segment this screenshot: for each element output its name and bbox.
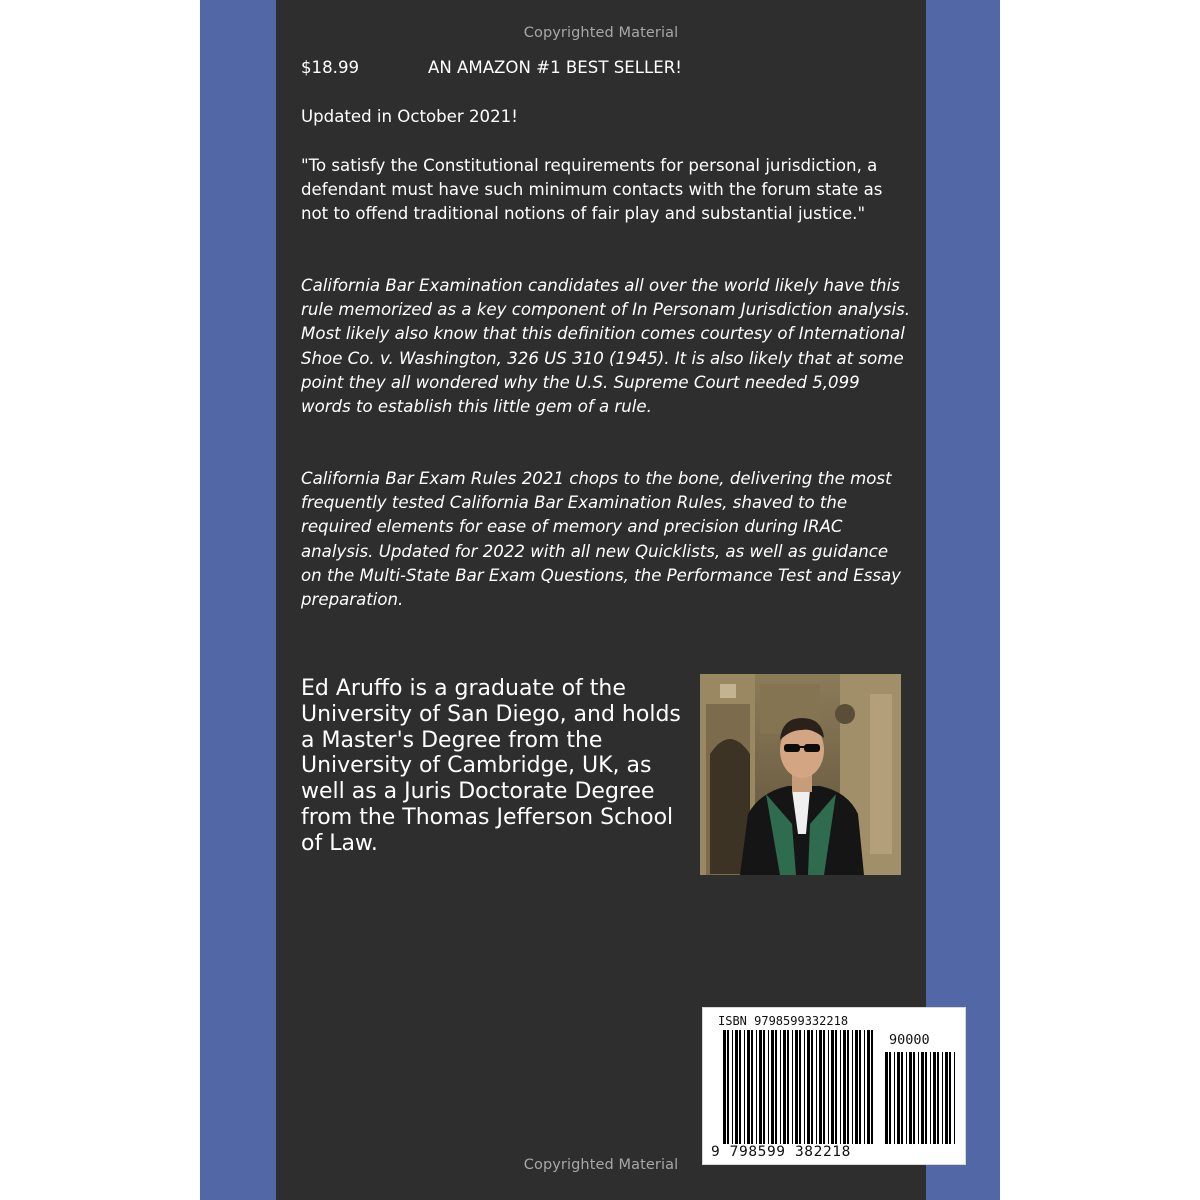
barcode-bar [763, 1030, 765, 1144]
barcode-bar [799, 1030, 801, 1144]
barcode-bar [864, 1030, 865, 1144]
watermark-top: Copyrighted Material [523, 25, 679, 41]
barcode-bar [871, 1030, 873, 1144]
left-margin [0, 0, 200, 1200]
right-margin [1000, 0, 1200, 1200]
barcode-bar [901, 1052, 903, 1144]
barcode-bar [921, 1052, 924, 1144]
barcode-bar [925, 1052, 927, 1144]
barcode-bar [885, 1052, 888, 1144]
book-back-cover [276, 0, 930, 1200]
barcode-bar [739, 1030, 741, 1144]
barcode-bar [751, 1030, 753, 1144]
barcode-bar [855, 1030, 858, 1144]
isbn-label: ISBN 9798599332218 [718, 1014, 849, 1028]
author-photo [700, 674, 901, 875]
barcode-bar [949, 1052, 951, 1144]
barcode-bar [744, 1030, 745, 1144]
barcode-bar [759, 1030, 762, 1144]
description-paragraph-2: California Bar Exam Rules 2021 chops to the bone, delivering the most frequently tested California Bar Examination Rules, shaved to the required elements for ease of memory and precision during IRAC analysis. Updated for 2022 with all new Quicklists, as well as guidance on the Multi-State Bar Exam Questions, the Performance Test and Essay preparation. [301, 469, 901, 610]
author-bio: Ed Aruffo is a graduate of the University of San Diego, and holds a Master's Degree from the University of Cambridge, UK, as well as a Juris Doctorate Degree from the Thomas Jefferson School of Law. [301, 676, 681, 856]
barcode-bar [756, 1030, 757, 1144]
bestseller-tagline: AN AMAZON #1 BEST SELLER! [428, 58, 682, 77]
barcode-bar [775, 1030, 777, 1144]
barcode-bar [771, 1030, 774, 1144]
ean-digits: 9 798599 382218 [711, 1144, 851, 1160]
barcode-bar [811, 1030, 813, 1144]
barcode-bar [867, 1030, 870, 1144]
barcode-bar [783, 1030, 786, 1144]
barcode-bar [727, 1030, 729, 1144]
updated-note: Updated in October 2021! [301, 107, 518, 126]
barcode-bar [933, 1052, 936, 1144]
barcode-bar [852, 1030, 853, 1144]
left-blue-band [200, 0, 276, 1200]
barcode-bar [768, 1030, 769, 1144]
barcode-bar [942, 1052, 943, 1144]
watermark-bottom: Copyrighted Material [523, 1157, 679, 1173]
barcode-bar [840, 1030, 841, 1144]
barcode-bar [843, 1030, 846, 1144]
barcode-bar [889, 1052, 891, 1144]
barcode-bar [906, 1052, 907, 1144]
barcode-bar [918, 1052, 919, 1144]
barcode-bar [723, 1030, 726, 1144]
barcode-bar [807, 1030, 810, 1144]
isbn-barcode [702, 1007, 966, 1165]
barcode-bar [732, 1030, 733, 1144]
barcode-bar [823, 1030, 825, 1144]
barcode-bar [894, 1052, 895, 1144]
barcode-bar [859, 1030, 861, 1144]
barcode-bar [735, 1030, 738, 1144]
description-paragraph-1: California Bar Examination candidates all over the world likely have this rule memorized as a key component of In Personam Jurisdiction analysis. Most likely also know that this definition comes courtesy of International Shoe Co. v. Washington, 326 US 310 (1945). It is also likely that at some point they all wondered why the U.S. Supreme Court needed 5,099 words to establish this little gem of a rule. [301, 276, 911, 417]
barcode-bar [897, 1052, 900, 1144]
barcode-bar [804, 1030, 805, 1144]
price: $18.99 [301, 58, 360, 77]
barcode-bar [831, 1030, 834, 1144]
barcode-bar [913, 1052, 915, 1144]
barcode-bar [937, 1052, 939, 1144]
barcode-bar [747, 1030, 750, 1144]
barcode-bar [828, 1030, 829, 1144]
barcode-bar [930, 1052, 931, 1144]
barcode-bar [945, 1052, 948, 1144]
barcode-bar [816, 1030, 817, 1144]
barcode-bar [787, 1030, 789, 1144]
barcode-bar [909, 1052, 912, 1144]
barcode-bar [792, 1030, 793, 1144]
barcode-bar [847, 1030, 849, 1144]
barcode-bar [954, 1052, 955, 1144]
barcode-bar [819, 1030, 822, 1144]
price-code: 90000 [889, 1032, 930, 1048]
barcode-bar [780, 1030, 781, 1144]
rule-quote: "To satisfy the Constitutional requirements for personal jurisdiction, a defendant must have such minimum contacts with the forum state as not to offend traditional notions of fair play and substantial justice." [301, 156, 883, 224]
barcode-bar [795, 1030, 798, 1144]
barcode-bar [835, 1030, 837, 1144]
